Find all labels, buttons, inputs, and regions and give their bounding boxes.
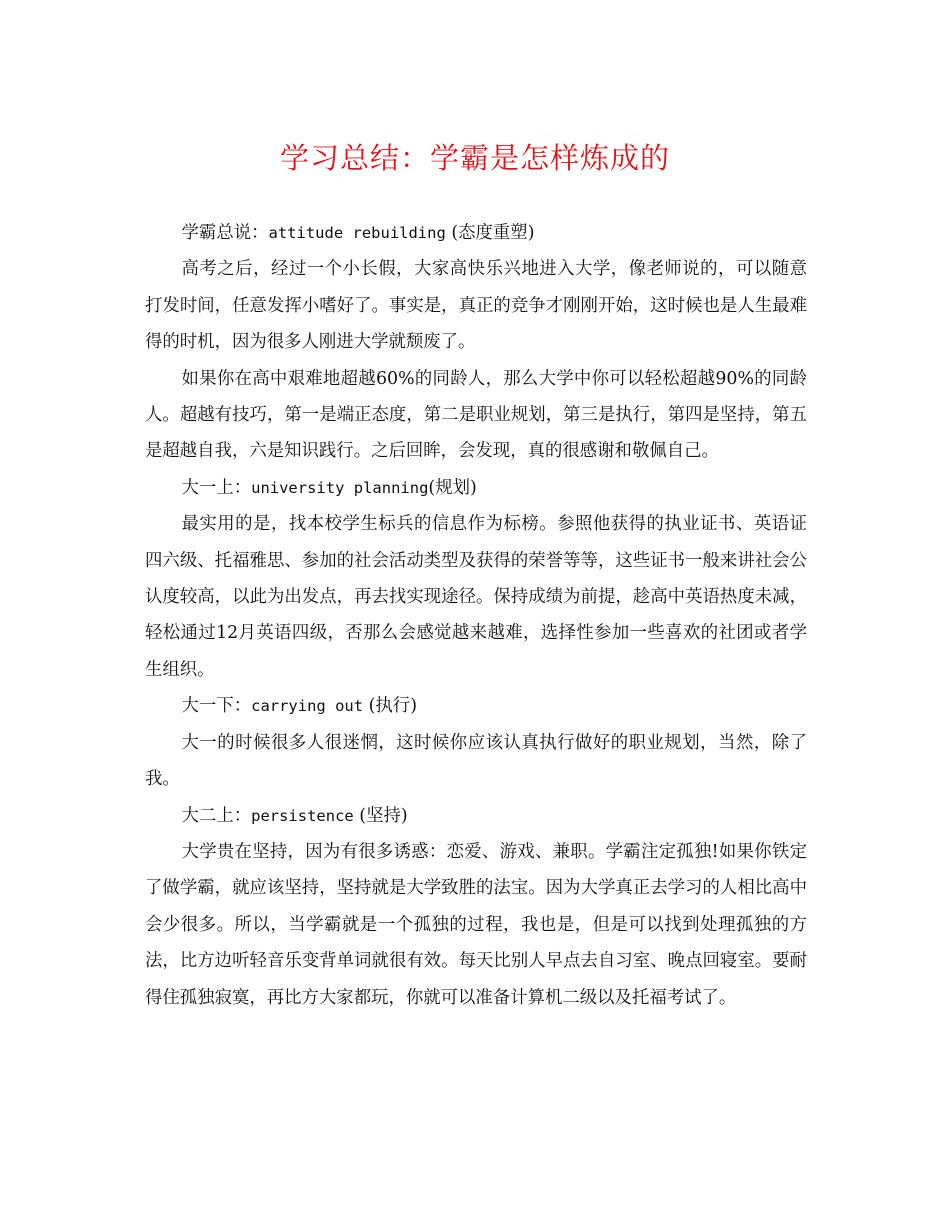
document-title: 学习总结：学霸是怎样炼成的 xyxy=(279,141,670,175)
paragraph-persistence: 大学贵在坚持，因为有很多诱惑：恋爱、游戏、兼职。学霸注定孤独!如果你铁定了做学霸，就应该坚持，坚持就是大学致胜的法宝。因为大学真正去学习的人相比高中会少很多。所以，当学霸就是一个孤独的过程，我也是，但是可以找到处理孤独的方法，比方边听轻音乐变背单词就很有效。每天比别人早点去自习室、晚点回寝室。要耐得住孤独寂寞，再比方大家都玩，你就可以准备计算机二级以及托福考试了。 xyxy=(145,841,807,1008)
document-body xyxy=(145,215,807,1016)
paragraph-planning: 最实用的是，找本校学生标兵的信息作为标榜。参照他获得的执业证书、英语证四六级、托福雅思、参加的社会活动类型及获得的荣誉等等，这些证书一般来讲社会公认度较高，以此为出发点，再去找实现途径。保持成绩为前提，趁高中英语热度未减，轻松通过12月英语四级，否那么会感觉越来越难，选择性参加一些喜欢的社团或者学生组织。 xyxy=(145,514,807,680)
paragraph-intro: 高考之后，经过一个小长假，大家高快乐兴地进入大学，像老师说的，可以随意打发时间，任意发挥小嗜好了。事实是，真正的竞争才刚刚开始，这时候也是人生最难得的时机，因为很多人刚进大学就颓废了。 xyxy=(145,259,807,353)
paragraph-carrying-out: 大一的时候很多人很迷惘，这时候你应该认真执行做好的职业规划，当然，除了我。 xyxy=(145,732,807,790)
paragraph-surpass: 如果你在高中艰难地超越60%的同龄人，那么大学中你可以轻松超越90%的同龄人。超越有技巧，第一是端正态度，第二是职业规划，第三是执行，第四是坚持，第五是超越自我，六是知识践行。之后回眸，会发现，真的很感谢和敬佩自己。 xyxy=(145,368,807,462)
section-heading-planning: 大一上：university planning(规划) xyxy=(181,477,477,498)
section-heading-persistence: 大二上：persistence (坚持) xyxy=(181,805,408,826)
section-heading-carrying-out: 大一下：carrying out (执行) xyxy=(181,696,417,717)
section-heading-attitude: 学霸总说：attitude rebuilding (态度重塑) xyxy=(181,223,535,243)
